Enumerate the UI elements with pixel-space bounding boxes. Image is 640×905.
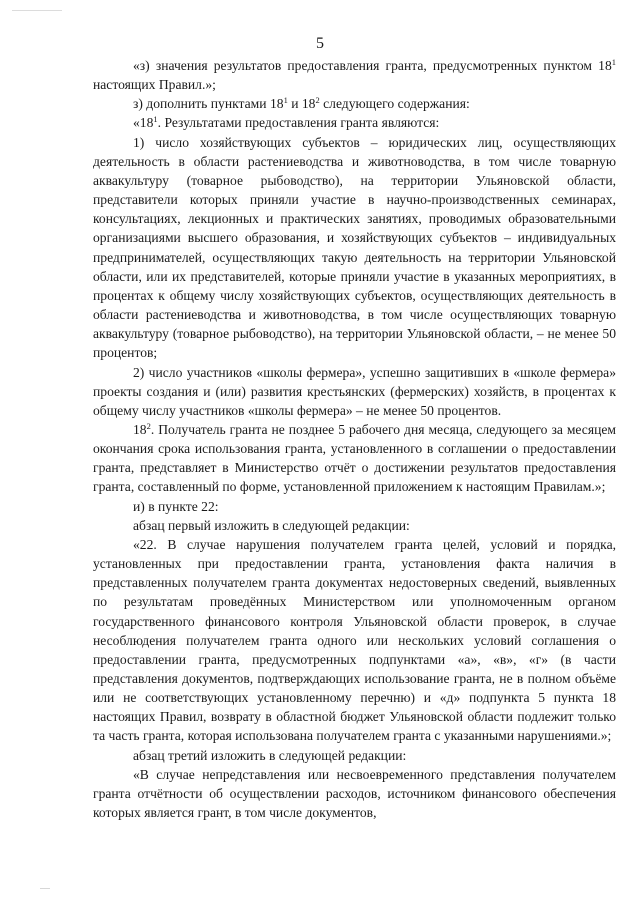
paragraph-text: 18: [133, 421, 147, 437]
paragraph: [93, 497, 616, 516]
paragraph-text: абзац третий изложить в следующей редакции:: [133, 747, 407, 763]
superscript: 1: [611, 57, 616, 67]
paragraph: [93, 94, 616, 113]
paragraph: [93, 535, 616, 746]
paragraph-text: . Результатами предоставления гранта являются:: [157, 115, 440, 131]
document-body: [93, 56, 616, 822]
paragraph-text: «з) значения результатов предоставления гранта, предусмотренных пунктом 18: [133, 58, 612, 73]
paragraph: [93, 746, 616, 765]
paragraph-text: и 18: [287, 96, 316, 112]
page-number: 5: [316, 35, 324, 52]
paragraph-text: 1) число хозяйствующих субъектов – юридических лиц, осуществляющих деятельность в области растениеводства и животноводства, в том числе товарную аквакультуру (товарное рыбоводство), на территории Ульяновской области, представители которых приняли участие в научно-производственных семинарах, консультациях, лекционных и практических занятиях, проводимых образовательными организациями высшего образования, и хозяйствующих субъектов – индивидуальных предпринимателей, осуществляющих такую деятельность на территории Ульяновской области, или их представителей, которые приняли участие в указанных мероприятиях, в процентах к общему числу хозяйствующих субъектов, осуществляющих деятельность в области растениеводства и животноводства, в том числе осуществляющих товарную аквакультуру (товарное рыбоводство), на территории Ульяновской области, – не менее 50 процентов;: [93, 134, 616, 361]
paragraph: [93, 56, 616, 94]
superscript: 1: [153, 114, 158, 125]
paragraph: [93, 765, 616, 822]
scan-artifact-top: [12, 10, 62, 11]
paragraph-text: «18: [133, 115, 154, 131]
paragraph: [93, 113, 616, 132]
paragraph: [93, 133, 616, 363]
paragraph-text: 2) число участников «школы фермера», успешно защитивших в «школе фермера» проекты создания и (или) развития крестьянских (фермерских) хозяйств, в процентах к общему числу участников «школы фермера» – не менее 50 процентов.: [93, 364, 616, 418]
paragraph-text: «22. В случае нарушения получателем гранта целей, условий и порядка, установленных при предоставлении гранта, установления факта наличия в представленных получателем гранта документах недостоверных сведений, выявленных по результатам проведённых Министерством или уполномоченным органом государственного финансового контроля Ульяновской области проверок, в случае несоблюдения получателем гранта одного или нескольких условий соглашения о предоставлении гранта, предусмотренных подпунктами «а», «в», «г» (в части представления документов, подтверждающих использование гранта, не в полном объёме или не соответствующих установленному перечню) и «д» подпункта 5 пункта 18 настоящих Правил, возврату в областной бюджет Ульяновской области подлежит только та часть гранта, которая использована получателем гранта с указанными нарушениями.»;: [93, 536, 616, 744]
paragraph-text: и) в пункте 22:: [133, 498, 219, 514]
paragraph-text: з) дополнить пунктами 18: [133, 96, 284, 112]
paragraph-text: . Получатель гранта не позднее 5 рабочего дня месяца, следующего за месяцем окончания срока использования гранта, установленного в соглашении о предоставлении гранта, представляет в Министерство отчёт о достижении результатов предоставления гранта, составленный по форме, установленной приложением к настоящим Правилам.»;: [93, 421, 616, 495]
paragraph-text: следующего содержания:: [319, 96, 470, 112]
paragraph-text: настоящих Правил.»;: [93, 77, 216, 93]
scan-artifact-bottom: [40, 888, 50, 889]
paragraph: [93, 516, 616, 535]
paragraph-text: абзац первый изложить в следующей редакции:: [133, 517, 410, 533]
paragraph: [93, 420, 616, 497]
paragraph-text: «В случае непредставления или несвоевременного представления получателем гранта отчётности об осуществлении расходов, источником финансового обеспечения которых является грант, в том числе документов,: [93, 766, 616, 821]
superscript: 2: [146, 420, 151, 431]
paragraph: [93, 363, 616, 420]
superscript: 1: [283, 95, 288, 106]
superscript: 2: [315, 95, 320, 106]
